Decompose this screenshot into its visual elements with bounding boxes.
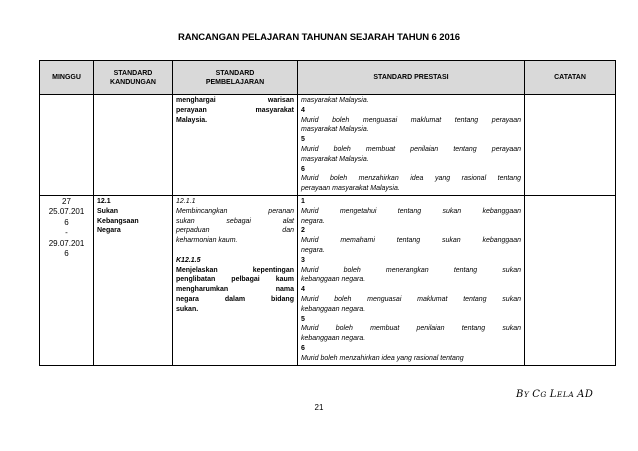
text-line: sukan. [176, 305, 199, 313]
header-catatan: CATATAN [525, 61, 616, 95]
level-description: Murid boleh menerangkan tentang sukan [301, 266, 521, 274]
level-number: 5 [301, 136, 305, 144]
kandungan-line: Sukan [97, 207, 119, 215]
text-line: sukan sebagai alat [176, 217, 294, 225]
row2-minggu [40, 195, 94, 365]
author-signature: BY CG LELA AD [516, 389, 594, 400]
week-number: 27 [62, 196, 71, 206]
row2-kandungan [94, 195, 173, 365]
table-header-row [40, 61, 616, 95]
level-number: 3 [301, 256, 305, 264]
level-number: 5 [301, 315, 305, 323]
level-description: Murid boleh membuat penilaian tentang perayaan [301, 145, 521, 153]
text-line: Membincangkan peranan [176, 207, 294, 215]
week-start-date-cont: 6 [64, 217, 69, 227]
level-description: kebanggaan negara. [301, 305, 366, 313]
level-description: Murid boleh menguasai maklumat tentang sukan [301, 295, 521, 303]
pembelajaran-code: 12.1.1 [176, 197, 196, 205]
row1-pembelajaran [173, 95, 298, 196]
level-description: negara. [301, 217, 325, 225]
header-standard-prestasi: STANDARD PRESTASI [298, 61, 525, 95]
level-description: kebanggaan negara. [301, 276, 366, 284]
row1-catatan [525, 95, 616, 196]
week-start-date: 25.07.201 [48, 207, 85, 217]
level-description: negara. [301, 246, 325, 254]
date-separator: - [65, 228, 68, 238]
kandungan-line: Kebangsaan [97, 217, 139, 225]
text-line: Menjelaskan kepentingan [176, 266, 294, 274]
level-description: masyarakat Malaysia. [301, 97, 369, 104]
level-description: Murid boleh menzahirkan idea yang rasional tentang [301, 175, 521, 183]
pembelajaran-code: K12.1.5 [176, 256, 201, 264]
row1-minggu [40, 95, 94, 196]
header-standard-pembelajaran: STANDARD PEMBELAJARAN [173, 61, 298, 95]
text-line: perpaduan dan [176, 227, 294, 235]
yearly-plan-table [39, 60, 616, 366]
row1-kandungan [94, 95, 173, 196]
text-line: keharmonian kaum. [176, 237, 238, 245]
header-minggu: MINGGU [40, 61, 94, 95]
table-row [40, 195, 616, 365]
table-row [40, 95, 616, 196]
page-number: 21 [314, 403, 324, 412]
level-description: Murid boleh membuat penilaian tentang sukan [301, 325, 521, 333]
text-line: menghargai warisan [176, 97, 294, 104]
level-number: 6 [301, 165, 305, 173]
week-end-date-cont: 6 [64, 249, 69, 259]
text-line: mengharumkan nama [176, 286, 294, 294]
kandungan-code: 12.1 [97, 197, 111, 205]
header-standard-kandungan: STANDARD KANDUNGAN [94, 61, 173, 95]
level-number: 4 [301, 106, 305, 114]
text-line: negara dalam bidang [176, 295, 294, 303]
level-number: 2 [301, 227, 305, 235]
level-description: Murid mengetahui tentang sukan kebanggaan [301, 207, 521, 215]
text-line: Malaysia. [176, 116, 208, 124]
level-description: perayaan masyarakat Malaysia. [301, 185, 400, 193]
text-line: perayaan masyarakat [176, 106, 294, 114]
level-description: Murid boleh menzahirkan idea yang rasional tentang [301, 354, 464, 362]
week-end-date: 29.07.201 [48, 238, 85, 248]
level-description: masyarakat Malaysia. [301, 155, 369, 163]
row1-prestasi [298, 95, 525, 196]
level-description: masyarakat Malaysia. [301, 126, 369, 134]
row2-pembelajaran [173, 195, 298, 365]
level-description: Murid memahami tentang sukan kebanggaan [301, 237, 521, 245]
document-title: RANCANGAN PELAJARAN TAHUNAN SEJARAH TAHUN 6 2016 [178, 32, 460, 43]
level-description: kebanggaan negara. [301, 335, 366, 343]
level-number: 1 [301, 197, 305, 205]
row2-catatan [525, 195, 616, 365]
level-number: 6 [301, 344, 305, 352]
kandungan-line: Negara [97, 227, 121, 235]
level-number: 4 [301, 286, 305, 294]
level-description: Murid boleh menguasai maklumat tentang perayaan [301, 116, 521, 124]
row2-prestasi [298, 195, 525, 365]
text-line: penglibatan pelbagai kaum [176, 276, 294, 284]
